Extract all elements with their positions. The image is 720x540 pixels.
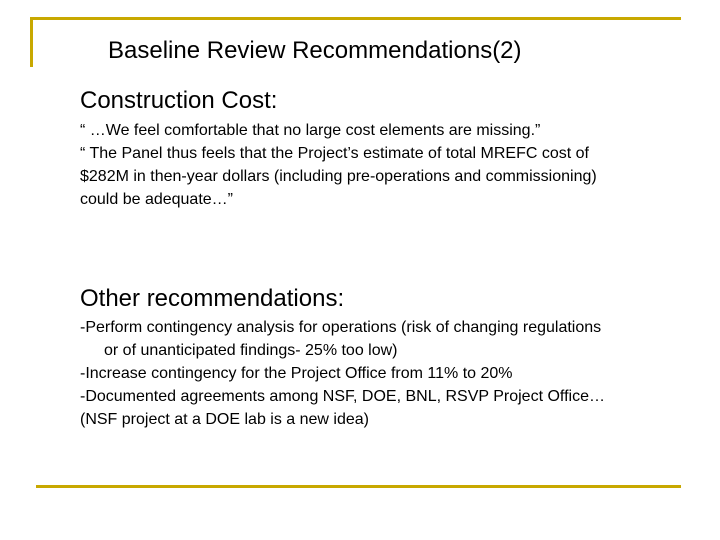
bottom-decorative-rule bbox=[36, 485, 681, 488]
slide-title: Baseline Review Recommendations(2) bbox=[108, 37, 522, 64]
section-heading-other-recommendations: Other recommendations: bbox=[80, 285, 345, 312]
section-heading-construction-cost: Construction Cost: bbox=[80, 87, 278, 114]
other-recommendations-list bbox=[80, 316, 690, 431]
recommendation-line: or of unanticipated findings- 25% too low) bbox=[104, 342, 398, 359]
construction-cost-quote bbox=[80, 119, 680, 211]
recommendation-line: -Documented agreements among NSF, DOE, BNL, RSVP Project Office… bbox=[80, 388, 605, 405]
recommendation-line: -Increase contingency for the Project Office from 11% to 20% bbox=[80, 365, 513, 382]
top-decorative-rule bbox=[30, 17, 681, 20]
recommendation-line: -Perform contingency analysis for operations (risk of changing regulations bbox=[80, 319, 602, 336]
left-decorative-rule bbox=[30, 17, 33, 67]
quote-line: could be adequate…” bbox=[80, 191, 233, 208]
recommendation-line: (NSF project at a DOE lab is a new idea) bbox=[80, 411, 370, 428]
quote-line: “ The Panel thus feels that the Project’s estimate of total MREFC cost of bbox=[80, 145, 589, 162]
quote-line: “ …We feel comfortable that no large cost elements are missing.” bbox=[80, 122, 541, 139]
quote-line: $282M in then-year dollars (including pre-operations and commissioning) bbox=[80, 168, 597, 185]
